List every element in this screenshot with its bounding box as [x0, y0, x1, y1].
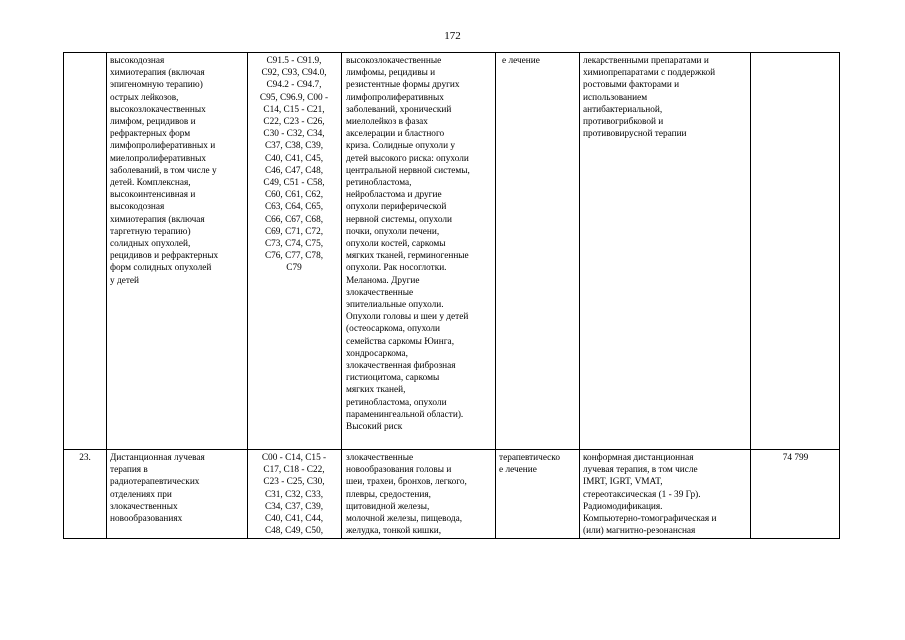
row1-codes-cell: C91.5 - C91.9, C92, C93, C94.0, C94.2 - C94.7, C95, C96.9, C00 - C14, C15 - C21, C22, C23 - C26, C30 - C32, C34, C37, C38, C39, C40, C41, C45, C46, C47, C48, C49, C51 - C58, C60, C61, C62, C63, C64, C65, C66, C67, C68, C69, C71, C72, C73, C74, C75, C76, C77, C78, C79 [259, 56, 329, 274]
column-divider [341, 52, 342, 539]
row2-name-cell: Дистанционная лучевая терапия в радиотерапевтических отделениях при злокачественных новообразованиях [110, 453, 205, 525]
column-divider [750, 52, 751, 539]
row1-name-cell: высокодозная химиотерапия (включая эпигеномную терапию) острых лейкозов, высокозлокачественных лимфом, рецидивов и рефрактерных форм лимфопролиферативных и миелопролиферативных заболеваний, в том числе у детей. Комплексная, высокоинтенсивная и высокодозная химиотерапия (включая таргетную терапию) солидных опухолей, рецидивов и рефрактерных форм солидных опухолей у детей [110, 56, 219, 286]
row2-number-cell: 23. [79, 453, 91, 463]
row2-method-cell: конформная дистанционная лучевая терапия, в том числе IMRT, IGRT, VMAT, стереотаксическая (1 - 39 Гр). Радиомодификация. Компьютерно-томографическая и (или) магнитно-резонансная [583, 453, 717, 536]
table-border-top [63, 52, 840, 53]
row2-cost-cell: 74 799 [782, 453, 809, 463]
row1-diagnosis-cell: высокозлокачественные лимфомы, рецидивы и резистентные формы других лимфопролиферативных заболеваний, хронический миелолейкоз в фазах акселерации и бластного криза. Солидные опухоли у детей высокого риска: опухоли центральной нервной системы, ретинобластома, нейробластома и другие опухоли периферической нервной системы, опухоли почки, опухоли печени, опухоли костей, саркомы мягких тканей, герминогенные опухоли. Рак носоглотки. Меланома. Другие злокачественные эпителиальные опухоли. Опухоли головы и шеи у детей (остеосаркома, опухоли семейства саркомы Юинга, хондросаркома, злокачественная фиброзная гистиоцитома, саркомы мягких тканей, ретинобластома, опухоли параменингеальной области). Высокий риск [346, 56, 470, 433]
row-divider [63, 449, 840, 450]
row2-treatment-type-cell: терапевтическо е лечение [499, 453, 560, 476]
row1-treatment-type-cell: е лечение [502, 56, 540, 66]
row2-diagnosis-cell: злокачественные новообразования головы и шеи, трахеи, бронхов, легкого, плевры, средостения, щитовидной железы, молочной железы, пищевода, желудка, тонкой кишки, [346, 453, 467, 536]
row1-method-cell: лекарственными препаратами и химиопрепаратами с поддержкой ростовыми факторами и использованием антибактериальной, противогрибковой и противовирусной терапии [583, 56, 716, 140]
row2-codes-cell: C00 - C14, C15 - C17, C18 - C22, C23 - C25, C30, C31, C32, C33, C34, C37, C39, C40, C41, C44, C48, C49, C50, [261, 453, 327, 536]
services-table [63, 52, 840, 539]
page-number: 172 [444, 30, 461, 42]
column-divider [106, 52, 107, 539]
table-border-bottom [63, 538, 840, 539]
column-divider [495, 52, 496, 539]
column-divider [247, 52, 248, 539]
table-border-left [63, 52, 64, 539]
table-border-right [839, 52, 840, 539]
column-divider [579, 52, 580, 539]
